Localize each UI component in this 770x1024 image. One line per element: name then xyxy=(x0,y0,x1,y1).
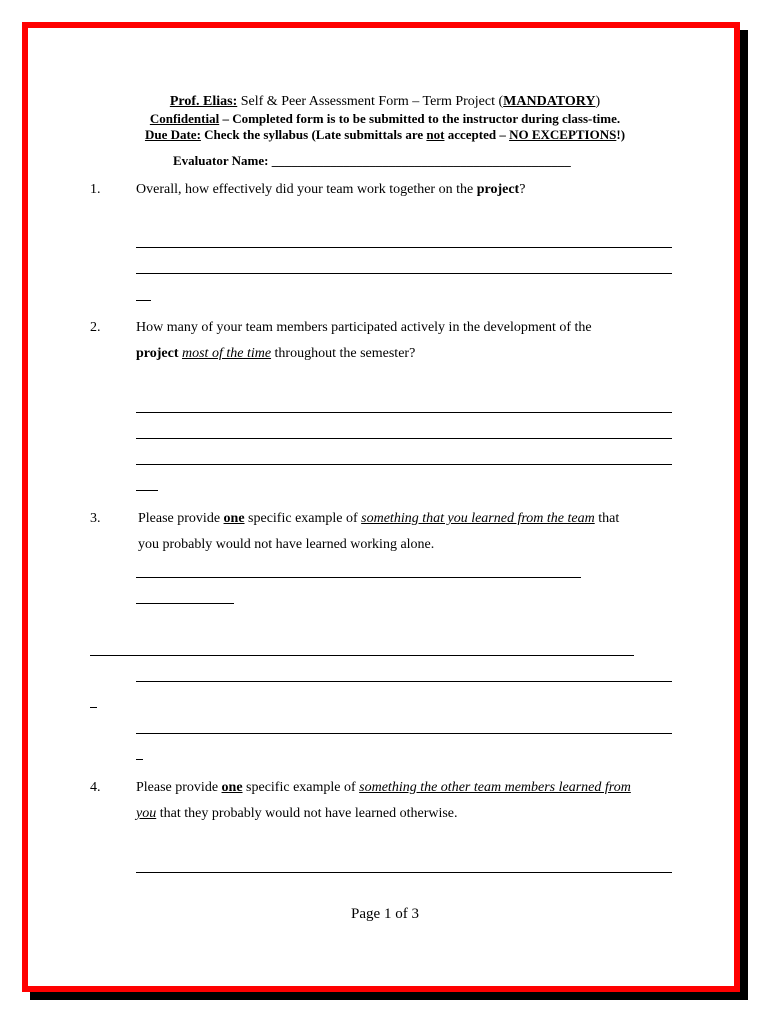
q3-bold: one xyxy=(223,511,245,526)
answer-line[interactable] xyxy=(90,655,634,656)
answer-line-end xyxy=(136,300,151,301)
question-4-text-line1 xyxy=(136,780,631,796)
confidential-line xyxy=(0,111,770,127)
q4-italic: something the other team members learned from xyxy=(359,780,631,795)
title-text: Self & Peer Assessment Form – Term Project ( xyxy=(237,94,504,109)
question-2-number: 2. xyxy=(90,320,101,335)
due-text-3: !) xyxy=(616,127,626,142)
question-2-text-line2 xyxy=(136,346,415,362)
answer-line-end xyxy=(90,707,97,708)
answer-line-end xyxy=(136,490,158,491)
q4-italic-you: you xyxy=(136,806,157,821)
evaluator-name-field[interactable] xyxy=(173,153,571,169)
q3-text-mid: specific example of xyxy=(244,511,362,526)
prof-name: Prof. Elias: xyxy=(169,94,238,109)
q2-bold: project xyxy=(136,346,179,361)
q4-text-pre: Please provide xyxy=(136,780,222,795)
q2-text-post: throughout the semester? xyxy=(271,346,416,361)
due-text-1: Check the syllabus (Late submittals are xyxy=(200,127,427,142)
q4-bold: one xyxy=(221,780,243,795)
answer-line[interactable] xyxy=(136,412,672,413)
q4-text-mid: specific example of xyxy=(242,780,360,795)
answer-line[interactable] xyxy=(136,273,672,274)
q3-text-post: that xyxy=(594,511,620,526)
question-3-number: 3. xyxy=(90,511,101,526)
question-2-text-line1: How many of your team members participated actively in the development of the xyxy=(136,320,592,335)
question-1-number: 1. xyxy=(90,182,101,197)
answer-line[interactable] xyxy=(136,733,672,734)
question-3-text-line2: you probably would not have learned working alone. xyxy=(138,537,435,552)
due-text-2: accepted – xyxy=(444,127,510,142)
question-3-text-line1 xyxy=(138,511,619,527)
no-exceptions: NO EXCEPTIONS xyxy=(509,127,617,142)
q1-text-post: ? xyxy=(519,182,526,197)
answer-line[interactable] xyxy=(136,438,672,439)
q3-text-pre: Please provide xyxy=(138,511,224,526)
page-number: Page 1 of 3 xyxy=(351,906,419,922)
answer-line[interactable] xyxy=(136,577,581,578)
due-not: not xyxy=(426,127,445,142)
answer-line[interactable] xyxy=(136,464,672,465)
answer-line[interactable] xyxy=(136,681,672,682)
q1-text-pre: Overall, how effectively did your team work together on the xyxy=(136,182,477,197)
due-date-label: Due Date: xyxy=(144,127,201,142)
q3-italic: something that you learned from the team xyxy=(361,511,595,526)
answer-line-end xyxy=(136,759,143,760)
confidential-text: – Completed form is to be submitted to the instructor during class-time. xyxy=(219,111,621,126)
form-title xyxy=(0,94,770,110)
evaluator-label: Evaluator Name: ______________________________________________ xyxy=(173,153,571,168)
answer-line[interactable] xyxy=(136,247,672,248)
q2-italic: most of the time xyxy=(182,346,272,361)
q1-bold: project xyxy=(476,182,520,197)
question-4-number: 4. xyxy=(90,780,101,795)
question-1-text xyxy=(136,182,525,198)
due-date-line xyxy=(0,127,770,143)
mandatory-label: MANDATORY xyxy=(503,94,596,109)
answer-line[interactable] xyxy=(136,603,234,604)
q4-text-post: that they probably would not have learned otherwise. xyxy=(156,806,458,821)
title-close: ) xyxy=(595,94,601,109)
answer-line[interactable] xyxy=(136,872,672,873)
confidential-label: Confidential xyxy=(149,111,220,126)
question-4-text-line2 xyxy=(136,806,458,822)
